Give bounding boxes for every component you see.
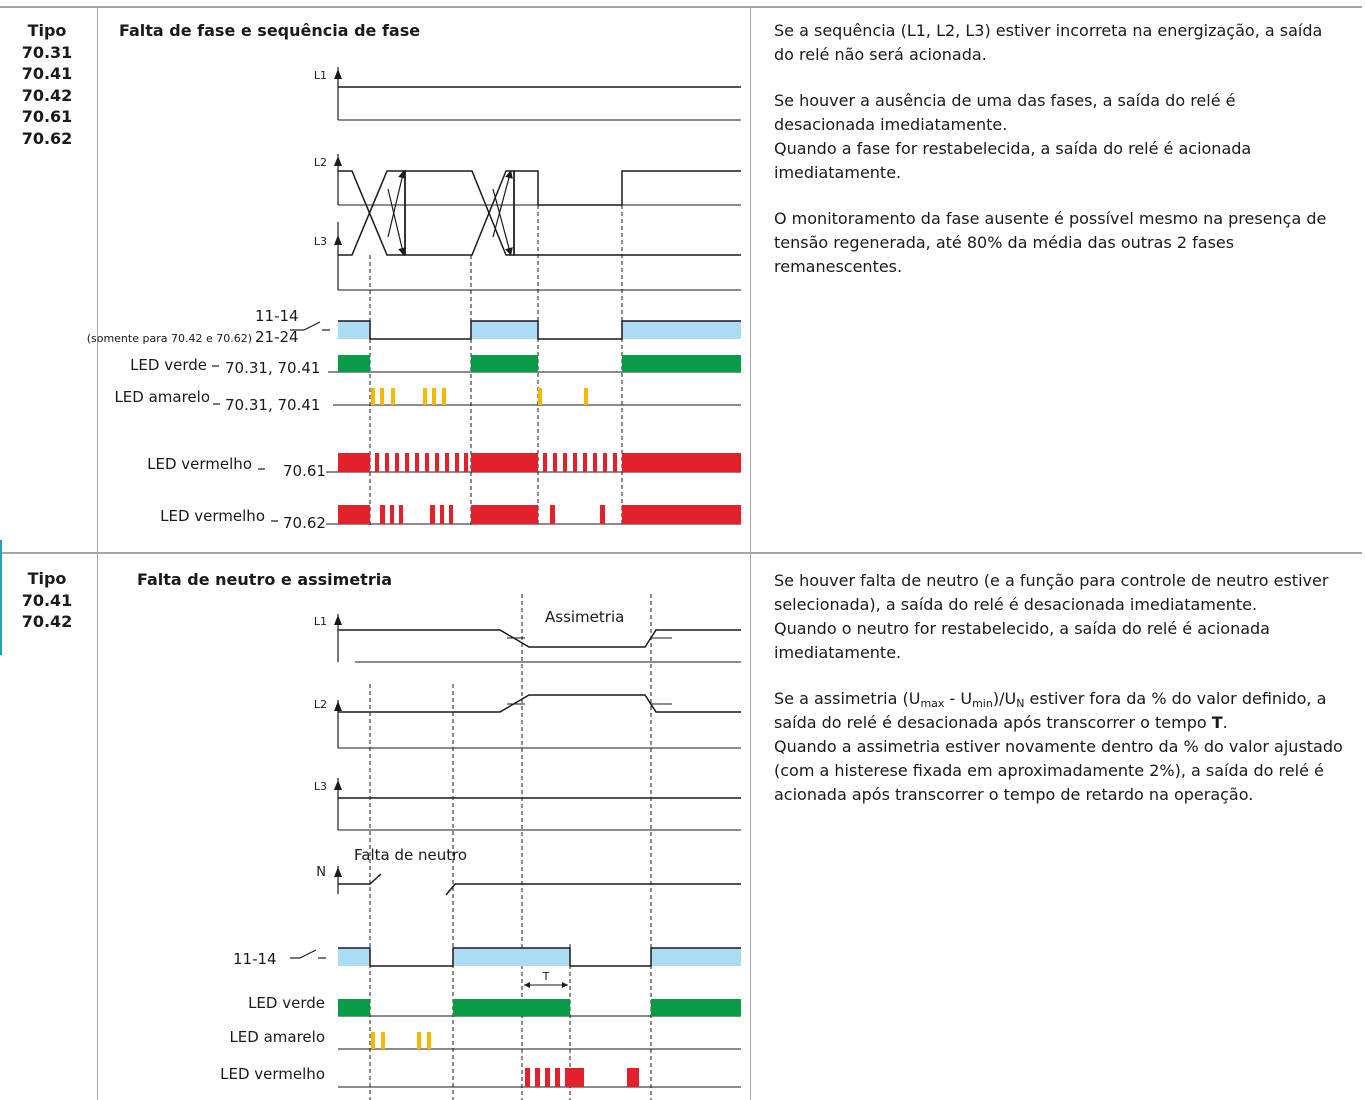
led-green-label: LED verde <box>130 356 207 374</box>
tipo-code: 70.61 <box>21 107 73 126</box>
desc-2-sub: N <box>1016 697 1025 710</box>
section-title-2: Falta de neutro e assimetria <box>137 570 392 589</box>
led-green-label-2: LED verde <box>248 994 325 1012</box>
signal-l2-2 <box>334 695 741 748</box>
led-red-trace-2 <box>338 1068 741 1087</box>
tipo-code: 70.42 <box>21 612 73 631</box>
desc-1-para-1: Se a sequência (L1, L2, L3) estiver incorreta na energização, a saída do relé não será acionada. <box>774 21 1323 64</box>
falta-neutro-label: Falta de neutro <box>354 846 468 864</box>
desc-2-text: estiver fora da % do valor definido, a saída do relé é desacionada após transcorrer o tempo <box>774 689 1327 732</box>
tipo-label: Tipo <box>27 569 67 588</box>
timing-diagram-phase <box>0 0 750 546</box>
description-1 <box>774 19 1339 301</box>
label-l2: L2 <box>313 156 327 169</box>
relay-label-a: 11-14 <box>255 307 299 325</box>
label-l3: L3 <box>313 235 327 248</box>
relay-label-b: 21-24 <box>255 328 299 346</box>
desc-2-text: Se a assimetria (U <box>774 689 921 708</box>
tipo-code: 70.41 <box>21 64 73 83</box>
led-yellow-label-2: LED amarelo <box>229 1028 325 1046</box>
led-green-trace-2 <box>338 999 741 1016</box>
signal-l3-2 <box>334 778 741 830</box>
desc-2-para-2 <box>774 687 1349 735</box>
tipo-code: 70.62 <box>21 128 73 148</box>
relay-trace-2 <box>338 948 741 966</box>
desc-2-sub: min <box>972 697 993 710</box>
led-green-models: 70.31, 70.41 <box>225 359 321 377</box>
signal-l1 <box>334 67 741 120</box>
label-n: N <box>316 865 326 880</box>
tipo-code: 70.31 <box>21 42 73 62</box>
led-yellow-trace <box>333 388 741 405</box>
led-yellow-models: 70.31, 70.41 <box>225 396 321 414</box>
led-red2-model: 70.62 <box>283 514 326 532</box>
desc-2-para-1a: Se houver falta de neutro (e a função para controle de neutro estiver selecionada), a saída do relé é desacionada imediatamente. <box>774 571 1329 614</box>
desc-2-bold: T <box>1211 713 1223 732</box>
t-label: T <box>542 970 550 983</box>
led-red2-label: LED vermelho <box>160 507 265 525</box>
col-rule-2 <box>750 6 751 1100</box>
assimetria-label: Assimetria <box>545 608 625 626</box>
desc-1-para-2b: Quando a fase for restabelecida, a saída do relé é acionada imediatamente. <box>774 139 1252 182</box>
desc-2-sub: max <box>920 697 945 710</box>
relay-contact-symbol-2 <box>290 950 326 958</box>
label-l1: L1 <box>313 69 327 82</box>
desc-2-text: )/U <box>992 689 1017 708</box>
label-l1-2: L1 <box>313 615 327 628</box>
desc-2-para-1b: Quando o neutro for restabelecido, a saída do relé é acionada imediatamente. <box>774 619 1270 662</box>
tipo-code: 70.41 <box>21 590 73 610</box>
description-2 <box>774 569 1349 829</box>
desc-1-para-3: O monitoramento da fase ausente é possível mesmo na presença de tensão regenerada, até 80% da média das outras 2 fases remanescentes. <box>774 209 1327 276</box>
section-title-1: Falta de fase e sequência de fase <box>119 21 421 40</box>
led-red1-model: 70.61 <box>283 462 326 480</box>
relay-note: (somente para 70.42 e 70.62) <box>86 332 252 345</box>
desc-2-text: - U <box>944 689 973 708</box>
led-yellow-trace-2 <box>338 1032 741 1049</box>
desc-2-para-3: Quando a assimetria estiver novamente dentro da % do valor ajustado (com a histerese fixada em aproximadamente 2%), a saída do relé é acionada após transcorrer o tempo de retardo na operação. <box>774 737 1343 804</box>
label-l2-2: L2 <box>313 698 327 711</box>
led-yellow-label: LED amarelo <box>114 388 210 406</box>
led-red1-label: LED vermelho <box>147 455 252 473</box>
relay-label-2: 11-14 <box>233 950 277 968</box>
desc-2-text: . <box>1222 713 1228 732</box>
led-red1-trace <box>326 453 741 472</box>
relay-trace <box>338 321 741 339</box>
tipo-code: 70.42 <box>21 85 73 105</box>
desc-1-para-2a: Se houver a ausência de uma das fases, a saída do relé é desacionada imediatamente. <box>774 91 1236 134</box>
led-green-trace <box>328 355 741 372</box>
led-red2-trace <box>326 505 741 524</box>
label-l3-2: L3 <box>313 780 327 793</box>
signal-l1-2 <box>334 614 741 662</box>
signal-n <box>334 866 741 895</box>
phase-swap-arrows <box>388 174 510 252</box>
tipo-label: Tipo <box>27 21 67 40</box>
led-red-label-2: LED vermelho <box>220 1065 325 1083</box>
timing-diagram-neutral <box>0 554 750 1100</box>
